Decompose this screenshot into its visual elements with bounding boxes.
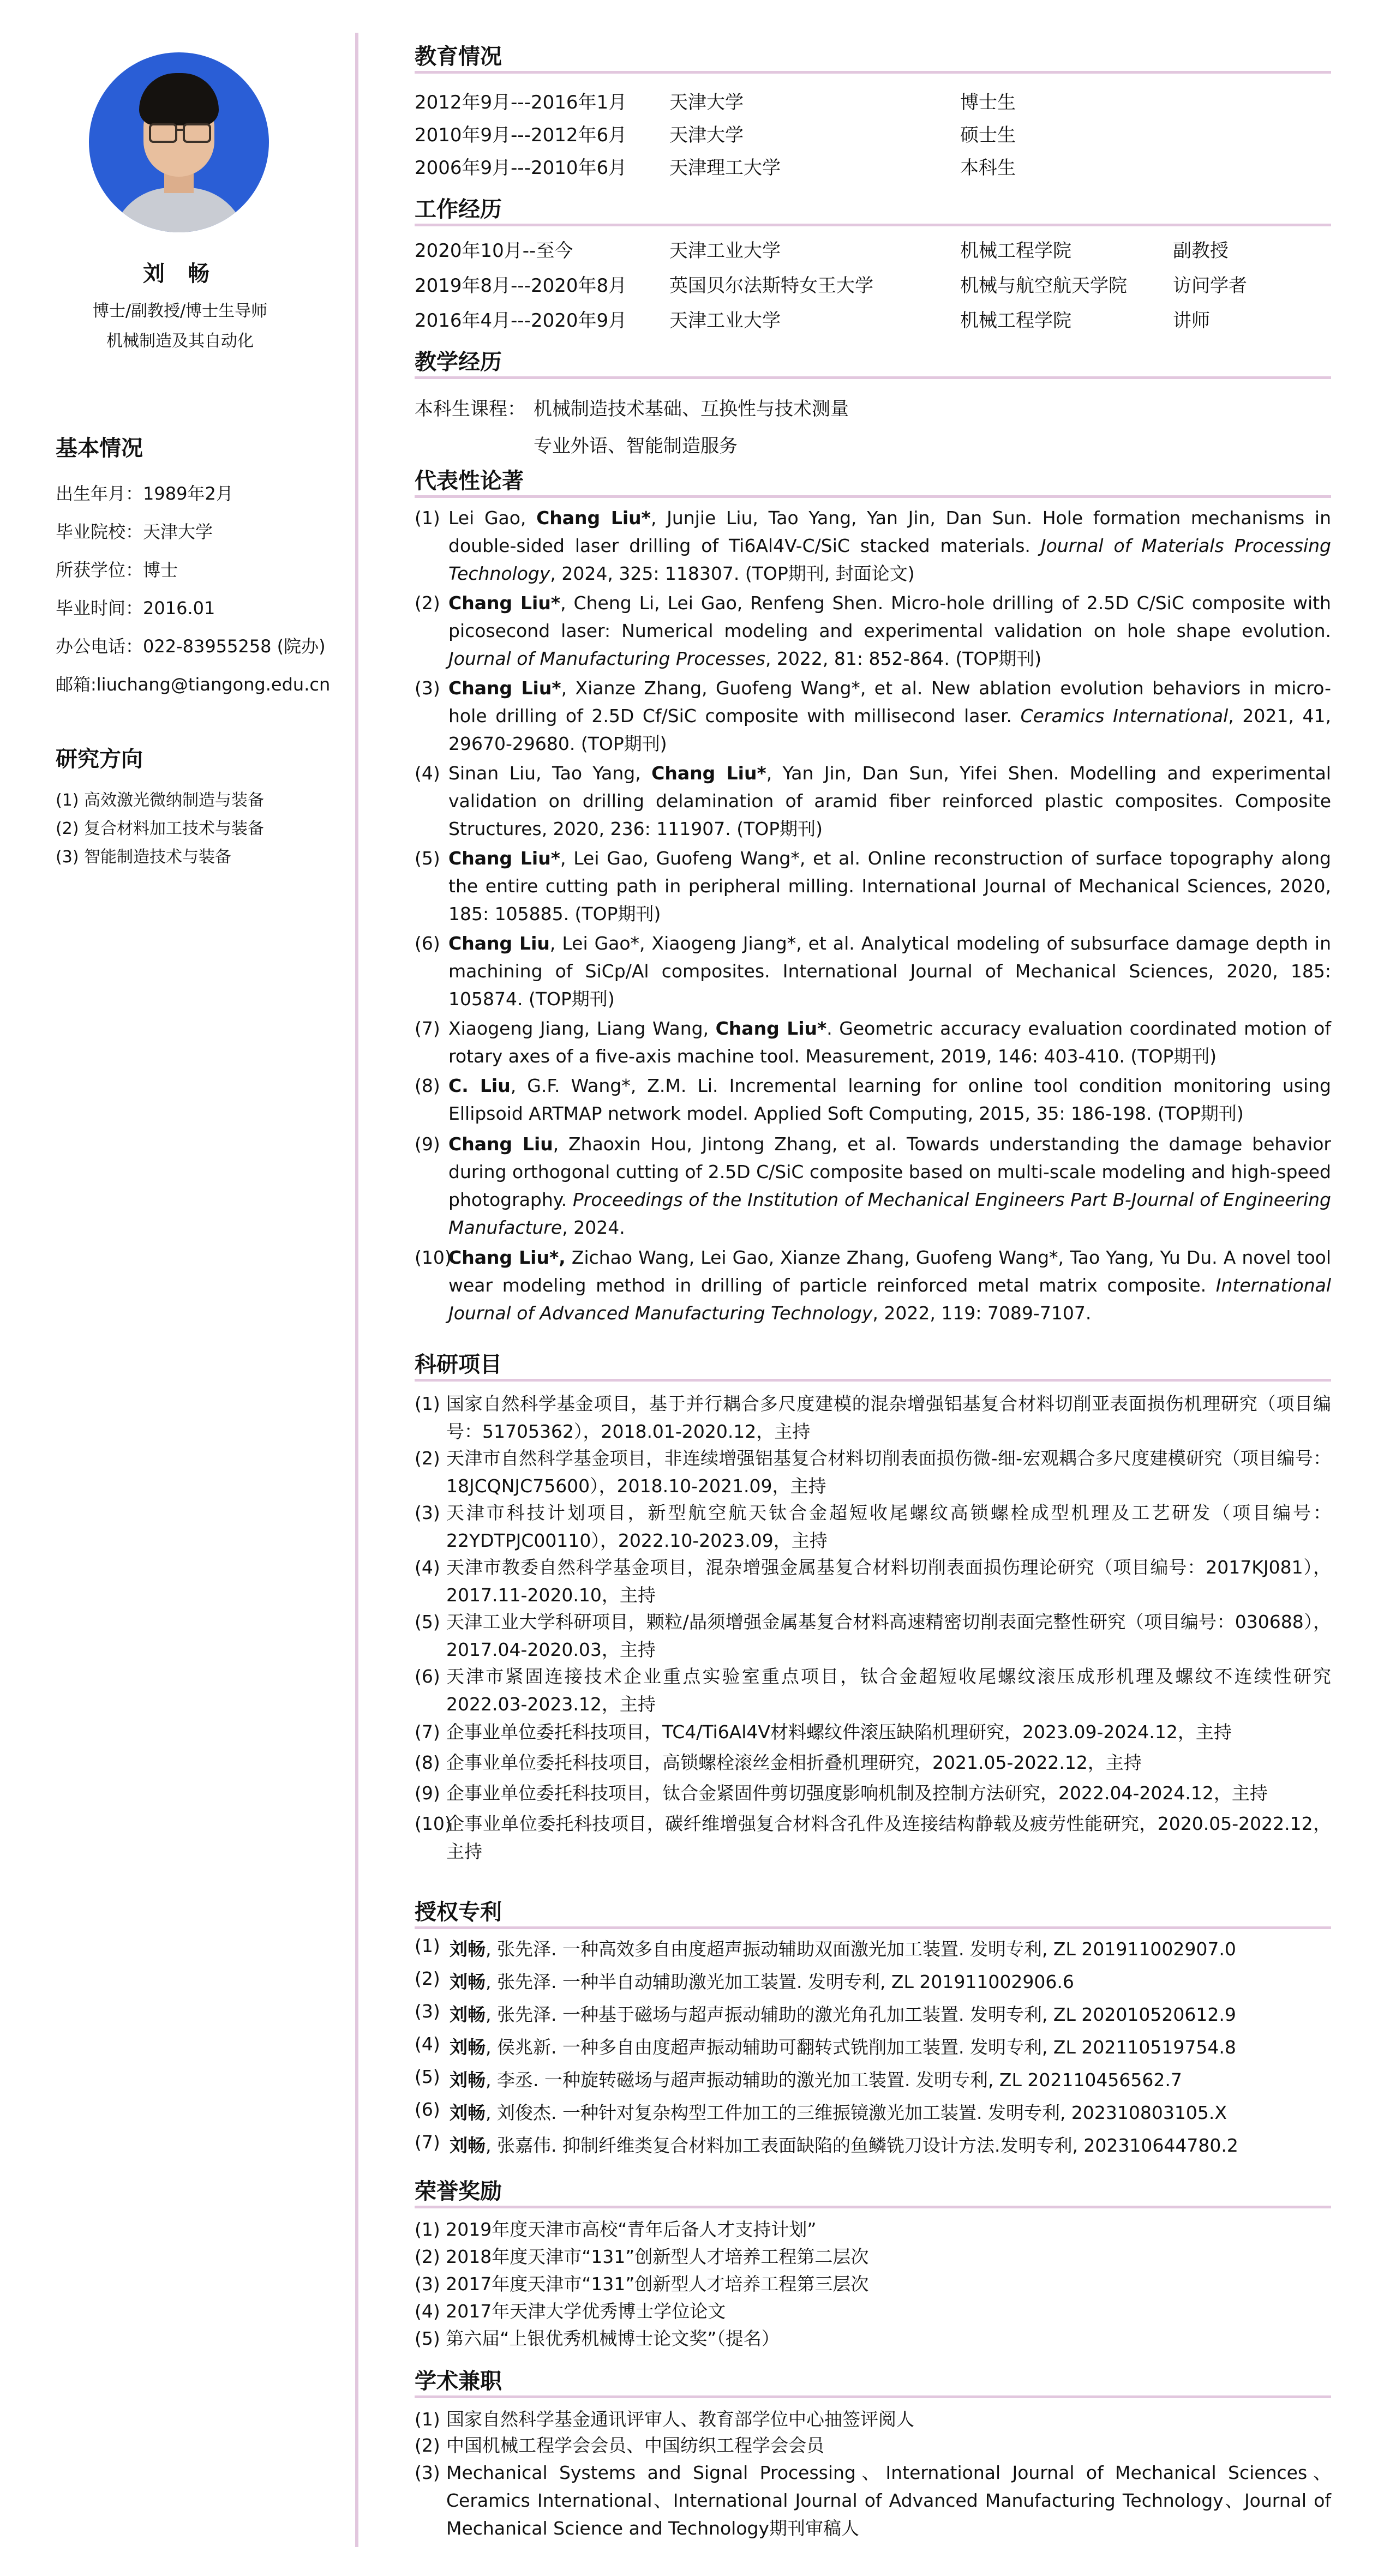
paper-highlight-author: C. Liu bbox=[448, 1075, 511, 1096]
paper-text bbox=[448, 589, 1331, 672]
paper-number: (6) bbox=[415, 933, 440, 954]
work-org: 天津工业大学 bbox=[669, 240, 781, 262]
patent-detail: , 李丞. 一种旋转磁场与超声振动辅助的激光加工装置. 发明专利, ZL 202110456562.7 bbox=[486, 2069, 1182, 2091]
paper-highlight-author: Chang Liu* bbox=[715, 1018, 827, 1039]
paper-text bbox=[448, 504, 1331, 587]
patent-number: (4) bbox=[415, 2033, 440, 2055]
glasses-bridge bbox=[175, 129, 183, 131]
education-period: 2010年9月---2012年6月 bbox=[415, 124, 627, 146]
project-text: 国家自然科学基金项目，基于并行耦合多尺度建模的混杂增强铝基复合材料切削亚表面损伤机理研究（项目编号：51705362），2018.01-2020.12，主持 bbox=[446, 1393, 1331, 1442]
paper-tail: , 2021, 41, 29670-29680. (TOP期刊) bbox=[448, 705, 1331, 754]
award-entry: (2) 2018年度天津市“131”创新型人才培养工程第二层次 bbox=[415, 2246, 869, 2267]
patent-text bbox=[450, 2131, 1238, 2157]
patent-text bbox=[450, 2001, 1236, 2026]
avatar-hair bbox=[139, 73, 219, 125]
paper-title: , Junjie Liu, Tao Yang, Yan Jin, Dan Sun. Hole formation mechanisms in double-sided laser drilling of Ti6Al4V-C/SiC stacked materials. bbox=[448, 507, 1331, 556]
project-number: (3) bbox=[415, 1502, 440, 1523]
paper-text bbox=[448, 674, 1331, 758]
paper-entry bbox=[415, 844, 1331, 928]
education-heading: 教育情况 bbox=[415, 44, 502, 69]
paper-highlight-author: Chang Liu* bbox=[448, 848, 560, 869]
patent-number: (7) bbox=[415, 2131, 440, 2153]
projects-heading: 科研项目 bbox=[415, 1352, 502, 1377]
paper-title: , Cheng Li, Lei Gao, Renfeng Shen. Micro-hole drilling of 2.5D C/SiC composite with picosecond laser: Numerical modeling and experimental validation on hole shape evolution. bbox=[448, 592, 1331, 641]
patent-detail: , 张先泽. 一种高效多自由度超声振动辅助双面激光加工装置. 发明专利, ZL 201911002907.0 bbox=[486, 1938, 1236, 1960]
paper-entry bbox=[415, 1072, 1331, 1127]
patent-text bbox=[450, 1935, 1236, 1961]
patent-detail: , 侯兆新. 一种多自由度超声振动辅助可翻转式铣削加工装置. 发明专利, ZL 202110519754.8 bbox=[486, 2037, 1236, 2058]
paper-title: , Lei Gao, Guofeng Wang*, et al. Online reconstruction of surface topography along the entire cutting path in peripheral milling. International Journal of Mechanical Sciences, 2020, 185: 105885. (TOP期刊) bbox=[448, 848, 1331, 924]
paper-text bbox=[448, 1244, 1331, 1327]
teaching-label: 本科生课程： bbox=[415, 398, 526, 420]
academic-entry bbox=[415, 2405, 1331, 2433]
paper-highlight-author: Chang Liu* bbox=[536, 507, 651, 529]
paper-text bbox=[448, 844, 1331, 928]
glasses-left-icon bbox=[149, 123, 177, 143]
email[interactable]: 邮箱:liuchang@tiangong.edu.cn bbox=[56, 674, 331, 695]
education-degree: 本科生 bbox=[960, 157, 1016, 179]
project-number: (4) bbox=[415, 1557, 440, 1578]
project-number: (8) bbox=[415, 1752, 440, 1773]
patent-detail: , 刘俊杰. 一种针对复杂构型工件加工的三维振镜激光加工装置. 发明专利, 202310803105.X bbox=[486, 2102, 1227, 2123]
work-dept: 机械与航空航天学院 bbox=[960, 275, 1127, 297]
patent-author: 刘畅 bbox=[450, 2069, 486, 2091]
project-number: (9) bbox=[415, 1782, 440, 1804]
basic-info-heading: 基本情况 bbox=[56, 436, 143, 461]
patent-number: (3) bbox=[415, 2001, 440, 2022]
avatar bbox=[89, 52, 269, 232]
paper-entry bbox=[415, 589, 1331, 672]
paper-highlight-author: Chang Liu* bbox=[448, 592, 561, 614]
project-entry bbox=[415, 1444, 1331, 1500]
patent-detail: , 张嘉伟. 抑制纤维类复合材料加工表面缺陷的鱼鳞铣刀设计方法.发明专利, 202310644780.2 bbox=[486, 2135, 1238, 2156]
project-text: 企事业单位委托科技项目，碳纤维增强复合材料含孔件及连接结构静载及疲劳性能研究，2020.05-2022.12，主持 bbox=[446, 1813, 1331, 1862]
project-text: 天津市教委自然科学基金项目，混杂增强金属基复合材料切削表面损伤理论研究（项目编号：2017KJ081），2017.11-2020.10，主持 bbox=[446, 1557, 1331, 1606]
project-text: 天津市科技计划项目，新型航空航天钛合金超短收尾螺纹高锁螺栓成型机理及工艺研发（项目编号：22YDTPJC00110），2022.10-2023.09，主持 bbox=[446, 1502, 1331, 1551]
education-degree: 博士生 bbox=[960, 92, 1016, 113]
patent-author: 刘畅 bbox=[450, 2135, 486, 2156]
work-org: 天津工业大学 bbox=[669, 310, 781, 332]
education-period: 2006年9月---2010年6月 bbox=[415, 157, 627, 179]
paper-title: , G.F. Wang*, Z.M. Li. Incremental learning for online tool condition monitoring using Ellipsoid ARTMAP network model. Applied Soft Computing, 2015, 35: 186-198. (TOP期刊) bbox=[448, 1075, 1332, 1124]
awards-heading: 荣誉奖励 bbox=[415, 2179, 502, 2204]
paper-tail: , 2022, 119: 7089-7107. bbox=[872, 1302, 1092, 1324]
research-heading: 研究方向 bbox=[56, 747, 143, 772]
project-text: 企事业单位委托科技项目，钛合金紧固件剪切强度影响机制及控制方法研究，2022.04-2024.12，主持 bbox=[446, 1782, 1268, 1804]
paper-entry bbox=[415, 504, 1331, 587]
patent-author: 刘畅 bbox=[450, 1938, 486, 1960]
paper-text bbox=[448, 1072, 1331, 1127]
paper-journal: Proceedings of the Institution of Mechanical Engineers Part B-Journal of Engineering Manufacture bbox=[448, 1189, 1331, 1238]
research-item: (3) 智能制造技术与装备 bbox=[56, 848, 232, 867]
award-entry: (1) 2019年度天津市高校“青年后备人才支持计划” bbox=[415, 2219, 817, 2240]
section-rule bbox=[415, 2206, 1331, 2208]
graduate-school: 毕业院校：天津大学 bbox=[56, 521, 213, 542]
academic-number: (2) bbox=[415, 2435, 440, 2456]
work-period: 2016年4月---2020年9月 bbox=[415, 310, 627, 332]
paper-highlight-author: Chang Liu bbox=[448, 933, 550, 954]
paper-entry bbox=[415, 759, 1331, 843]
paper-number: (9) bbox=[415, 1133, 440, 1155]
paper-authors-pre: Sinan Liu, Tao Yang, bbox=[448, 762, 652, 784]
section-rule bbox=[415, 2395, 1331, 2398]
paper-journal: Ceramics International bbox=[1020, 705, 1229, 726]
academic-number: (1) bbox=[415, 2409, 440, 2430]
paper-title: , Lei Gao*, Xiaogeng Jiang*, et al. Analytical modeling of subsurface damage depth in machining of SiCp/Al composites. International Journal of Mechanical Sciences, 2020, 185: 105874. (TOP期刊) bbox=[448, 933, 1331, 1010]
academic-entry bbox=[415, 2459, 1331, 2542]
papers-heading: 代表性论著 bbox=[415, 469, 524, 494]
work-period: 2019年8月---2020年8月 bbox=[415, 275, 627, 297]
patent-detail: , 张先泽. 一种基于磁场与超声振动辅助的激光角孔加工装置. 发明专利, ZL 202010520612.9 bbox=[486, 2004, 1236, 2025]
work-role: 副教授 bbox=[1173, 240, 1229, 262]
paper-text bbox=[448, 929, 1331, 1013]
project-entry bbox=[415, 1810, 1331, 1865]
paper-title: , Zhaoxin Hou, Jintong Zhang, et al. Towards understanding the damage behavior during orthogonal cutting of 2.5D C/SiC composite based on multi-scale modeling and high-speed photography. bbox=[448, 1133, 1331, 1210]
project-text: 天津市紧固连接技术企业重点实验室重点项目，钛合金超短收尾螺纹滚压成形机理及螺纹不连续性研究2022.03-2023.12，主持 bbox=[446, 1666, 1331, 1715]
work-role: 访问学者 bbox=[1173, 275, 1247, 297]
patent-author: 刘畅 bbox=[450, 2102, 486, 2123]
paper-journal: Journal of Materials Processing Technology bbox=[448, 535, 1331, 584]
paper-highlight-author: Chang Liu* bbox=[651, 762, 766, 784]
paper-authors-pre: Lei Gao, bbox=[448, 507, 537, 529]
paper-highlight-author: Chang Liu* bbox=[448, 677, 561, 699]
patent-author: 刘畅 bbox=[450, 1971, 486, 1992]
project-entry bbox=[415, 1718, 1331, 1746]
patent-number: (6) bbox=[415, 2099, 440, 2120]
project-text: 天津工业大学科研项目，颗粒/晶须增强金属基复合材料高速精密切削表面完整性研究（项目编号：030688），2017.04-2020.03，主持 bbox=[446, 1611, 1331, 1660]
person-field: 机械制造及其自动化 bbox=[106, 332, 254, 351]
patent-text bbox=[450, 2066, 1182, 2092]
paper-entry bbox=[415, 929, 1331, 1013]
education-degree: 硕士生 bbox=[960, 124, 1016, 146]
academic-text: 国家自然科学基金通讯评审人、教育部学位中心抽签评阅人 bbox=[446, 2409, 914, 2430]
work-heading: 工作经历 bbox=[415, 197, 502, 222]
paper-journal: Journal of Manufacturing Processes bbox=[448, 648, 765, 669]
project-number: (2) bbox=[415, 1448, 440, 1469]
paper-number: (8) bbox=[415, 1075, 440, 1096]
academic-text: Mechanical Systems and Signal Processing、International Journal of Mechanical Sciences、Ceramics International、International Journal of Advanced Manufacturing Technology、Journal of Mechanical Science and Technology期刊审稿人 bbox=[446, 2462, 1331, 2539]
paper-title: , Xianze Zhang, Guofeng Wang*, et al. New ablation evolution behaviors in micro-hole drilling of 2.5D Cf/SiC composite with millisecond laser. bbox=[448, 677, 1331, 726]
patent-text bbox=[450, 2099, 1227, 2124]
academic-entry bbox=[415, 2431, 1331, 2459]
paper-number: (5) bbox=[415, 848, 440, 869]
paper-number: (2) bbox=[415, 592, 440, 614]
paper-entry bbox=[415, 1244, 1331, 1327]
project-entry bbox=[415, 1662, 1331, 1718]
work-dept: 机械工程学院 bbox=[960, 240, 1071, 262]
academic-heading: 学术兼职 bbox=[415, 2369, 502, 2394]
project-entry bbox=[415, 1779, 1331, 1807]
section-rule bbox=[415, 71, 1331, 74]
project-text: 企事业单位委托科技项目，TC4/Ti6Al4V材料螺纹件滚压缺陷机理研究，2023.09-2024.12，主持 bbox=[446, 1721, 1232, 1743]
project-entry bbox=[415, 1749, 1331, 1776]
paper-number: (3) bbox=[415, 677, 440, 699]
teaching-heading: 教学经历 bbox=[415, 350, 502, 375]
project-number: (5) bbox=[415, 1611, 440, 1632]
section-rule bbox=[415, 224, 1331, 226]
patent-text bbox=[450, 2033, 1236, 2059]
patent-author: 刘畅 bbox=[450, 2004, 486, 2025]
paper-number: (1) bbox=[415, 507, 440, 529]
person-name: 刘 畅 bbox=[143, 261, 217, 286]
degree: 所获学位：博士 bbox=[56, 560, 178, 580]
section-rule bbox=[415, 1379, 1331, 1382]
patent-number: (5) bbox=[415, 2066, 440, 2087]
research-item: (2) 复合材料加工技术与装备 bbox=[56, 819, 265, 838]
project-number: (7) bbox=[415, 1721, 440, 1743]
paper-text bbox=[448, 1130, 1331, 1241]
paper-highlight-author: Chang Liu*, bbox=[448, 1247, 566, 1268]
paper-text bbox=[448, 759, 1331, 843]
paper-entry bbox=[415, 1130, 1331, 1241]
project-entry bbox=[415, 1553, 1331, 1609]
award-entry: (3) 2017年度天津市“131”创新型人才培养工程第三层次 bbox=[415, 2273, 869, 2295]
paper-tail: , 2022, 81: 852-864. (TOP期刊) bbox=[765, 648, 1042, 669]
paper-title: . Geometric accuracy evaluation coordinated motion of rotary axes of a five-axis machine tool. Measurement, 2019, 146: 403-410. (TOP期刊) bbox=[448, 1018, 1331, 1067]
avatar-shirt bbox=[111, 188, 247, 232]
project-text: 天津市自然科学基金项目，非连续增强铝基复合材料切削表面损伤微-细-宏观耦合多尺度建模研究（项目编号：18JCQNJC75600），2018.10-2021.09，主持 bbox=[446, 1448, 1331, 1497]
birth-date: 出生年月：1989年2月 bbox=[56, 483, 233, 504]
education-school: 天津理工大学 bbox=[669, 157, 781, 179]
project-number: (10) bbox=[415, 1813, 452, 1834]
paper-number: (7) bbox=[415, 1018, 440, 1039]
section-rule bbox=[415, 1926, 1331, 1929]
paper-title: , Yan Jin, Dan Sun, Yifei Shen. Modelling and experimental validation on drilling delamination of aramid fiber reinforced plastic composites. Composite Structures, 2020, 236: 111907. (TOP期刊) bbox=[448, 762, 1331, 839]
patent-detail: , 张先泽. 一种半自动辅助激光加工装置. 发明专利, ZL 201911002906.6 bbox=[486, 1971, 1074, 1992]
patent-number: (1) bbox=[415, 1935, 440, 1956]
project-number: (1) bbox=[415, 1393, 440, 1414]
work-role: 讲师 bbox=[1173, 310, 1210, 332]
work-dept: 机械工程学院 bbox=[960, 310, 1071, 332]
project-entry bbox=[415, 1390, 1331, 1445]
paper-entry bbox=[415, 1014, 1331, 1070]
patent-author: 刘畅 bbox=[450, 2037, 486, 2058]
paper-number: (4) bbox=[415, 762, 440, 784]
paper-tail: , 2024. bbox=[562, 1217, 625, 1238]
award-entry: (5) 第六届“上银优秀机械博士论文奖”（提名） bbox=[415, 2328, 780, 2349]
education-school: 天津大学 bbox=[669, 124, 744, 146]
education-school: 天津大学 bbox=[669, 92, 744, 113]
academic-number: (3) bbox=[415, 2462, 440, 2483]
teaching-courses-2: 专业外语、智能制造服务 bbox=[534, 435, 738, 457]
column-divider bbox=[355, 33, 358, 2547]
paper-title: Zichao Wang, Lei Gao, Xianze Zhang, Guofeng Wang*, Tao Yang, Yu Du. A novel tool wear modeling method in drilling of particle reinforced metal matrix composite. bbox=[448, 1247, 1331, 1296]
person-titles: 博士/副教授/博士生导师 bbox=[92, 302, 268, 321]
teaching-courses-1: 机械制造技术基础、互换性与技术测量 bbox=[534, 398, 849, 420]
paper-text bbox=[448, 1014, 1331, 1070]
paper-entry bbox=[415, 674, 1331, 758]
graduation-date: 毕业时间：2016.01 bbox=[56, 598, 215, 619]
project-number: (6) bbox=[415, 1666, 440, 1687]
paper-highlight-author: Chang Liu bbox=[448, 1133, 553, 1155]
award-entry: (4) 2017年天津大学优秀博士学位论文 bbox=[415, 2301, 726, 2322]
section-rule bbox=[415, 376, 1331, 379]
profile-sidebar bbox=[0, 0, 360, 2576]
office-phone: 办公电话：022-83955258 (院办) bbox=[56, 636, 326, 657]
paper-number: (10) bbox=[415, 1247, 452, 1268]
glasses-right-icon bbox=[183, 123, 211, 143]
paper-authors-pre: Xiaogeng Jiang, Liang Wang, bbox=[448, 1018, 716, 1039]
project-entry bbox=[415, 1608, 1331, 1664]
work-org: 英国贝尔法斯特女王大学 bbox=[669, 275, 873, 297]
work-period: 2020年10月--至今 bbox=[415, 240, 573, 262]
patent-text bbox=[450, 1968, 1074, 1993]
research-item: (1) 高效激光微纳制造与装备 bbox=[56, 791, 265, 810]
patents-heading: 授权专利 bbox=[415, 1900, 502, 1925]
project-text: 企事业单位委托科技项目，高锁螺栓滚丝金相折叠机理研究，2021.05-2022.12，主持 bbox=[446, 1752, 1142, 1773]
academic-text: 中国机械工程学会会员、中国纺织工程学会会员 bbox=[446, 2435, 824, 2456]
patent-number: (2) bbox=[415, 1968, 440, 1989]
paper-journal: International Journal of Advanced Manufacturing Technology bbox=[448, 1275, 1331, 1324]
education-period: 2012年9月---2016年1月 bbox=[415, 92, 627, 113]
paper-tail: , 2024, 325: 118307. (TOP期刊, 封面论文) bbox=[550, 563, 915, 584]
section-rule bbox=[415, 495, 1331, 498]
project-entry bbox=[415, 1499, 1331, 1554]
